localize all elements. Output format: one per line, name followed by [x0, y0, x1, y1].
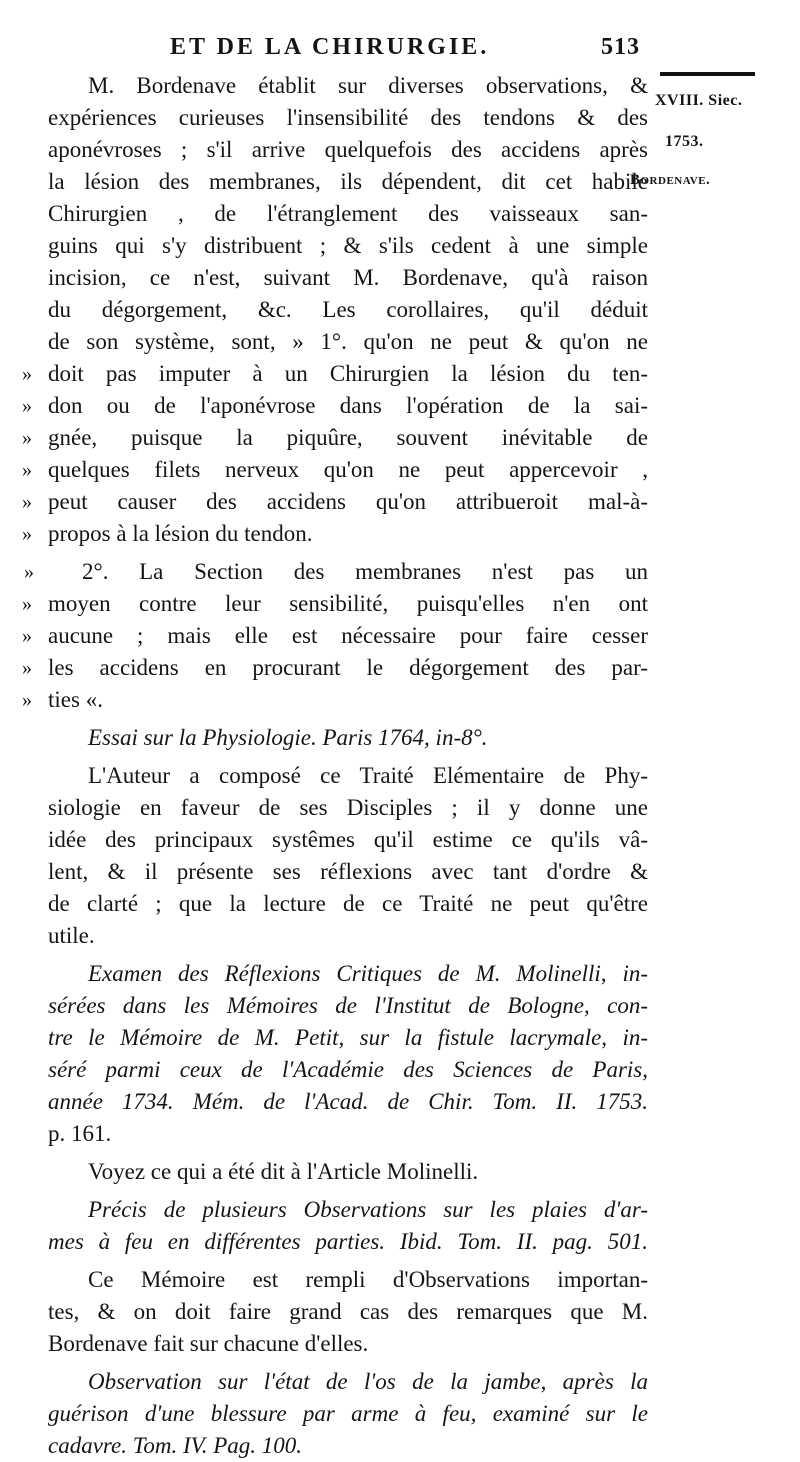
- text-line: [22, 358, 648, 390]
- page-header: [170, 34, 640, 61]
- margin-century: XVIII. Siec.: [655, 92, 743, 109]
- text-line: [22, 652, 648, 684]
- line-text: L'Auteur a composé ce Traité Elémentaire de Phy-: [88, 763, 648, 788]
- text-line: [48, 198, 648, 230]
- text-line: [48, 1398, 648, 1430]
- line-text: tes, & on doit faire grand cas des remarques que M.: [48, 1299, 648, 1324]
- text-line: [22, 486, 648, 518]
- text-line: [22, 588, 648, 620]
- line-text: ties «.: [48, 687, 103, 712]
- line-text: moyen contre leur sensibilité, puisqu'elles n'en ont: [48, 591, 648, 616]
- text-line: [48, 1118, 648, 1150]
- line-text: 2°. La Section des membranes n'est pas un: [82, 559, 648, 584]
- text-line: [48, 1194, 648, 1226]
- text-line: [48, 760, 648, 792]
- quote-mark: »: [22, 491, 32, 513]
- line-text: cadavre. Tom. IV. Pag. 100.: [48, 1433, 303, 1458]
- line-text: Ce Mémoire est rempli d'Observations importan-: [88, 1267, 648, 1292]
- text-line: [48, 958, 648, 990]
- body-text: [22, 70, 648, 1462]
- line-text: mes à feu en différentes parties. Ibid. Tom. II. pag. 501.: [48, 1229, 648, 1254]
- line-text: don ou de l'aponévrose dans l'opération de la sai-: [48, 393, 648, 418]
- text-line: [48, 70, 648, 102]
- text-line: [48, 792, 648, 824]
- line-text: utile.: [48, 923, 95, 948]
- quote-mark: »: [22, 459, 32, 481]
- line-text: du dégorgement, &c. Les corollaires, qu'il déduit: [48, 297, 648, 322]
- line-text: séré parmi ceux de l'Académie des Sciences de Paris,: [48, 1057, 648, 1082]
- line-text: guins qui s'y distribuent ; & s'ils cedent à une simple: [48, 233, 648, 258]
- line-text: tre le Mémoire de M. Petit, sur la fistule lacrymale, in-: [48, 1025, 648, 1050]
- line-text: aucune ; mais elle est nécessaire pour faire cesser: [48, 623, 648, 648]
- text-line: [22, 422, 648, 454]
- text-line: [48, 134, 648, 166]
- line-text: les accidens en procurant le dégorgement des par-: [48, 655, 648, 680]
- quote-mark: »: [22, 657, 32, 679]
- text-line: [22, 518, 648, 550]
- text-line: [48, 824, 648, 856]
- line-text: quelques filets nerveux qu'on ne peut appercevoir ,: [48, 457, 648, 482]
- text-line: [48, 1086, 648, 1118]
- text-line: [22, 454, 648, 486]
- margin-rule: [660, 72, 755, 76]
- line-text: Observation sur l'état de l'os de la jambe, après la: [88, 1369, 648, 1394]
- text-line: [48, 166, 648, 198]
- line-text: propos à la lésion du tendon.: [48, 521, 313, 546]
- quote-mark: »: [22, 689, 32, 711]
- line-text: de son système, sont, » 1°. qu'on ne peut & qu'on ne: [48, 329, 648, 354]
- text-line: [48, 1430, 648, 1462]
- text-line: [22, 390, 648, 422]
- text-line: [48, 888, 648, 920]
- line-text: Essai sur la Physiologie. Paris 1764, in-8°.: [88, 725, 488, 750]
- text-line: [24, 556, 648, 588]
- line-text: lent, & il présente ses réflexions avec tant d'ordre &: [48, 859, 648, 884]
- text-line: [48, 230, 648, 262]
- line-text: siologie en faveur de ses Disciples ; il y donne une: [48, 795, 648, 820]
- text-line: [48, 1264, 648, 1296]
- line-text: année 1734. Mém. de l'Acad. de Chir. Tom. II. 1753.: [48, 1089, 648, 1114]
- text-line: [22, 684, 648, 716]
- line-text: Chirurgien , de l'étranglement des vaisseaux san-: [48, 201, 648, 226]
- text-line: [48, 1022, 648, 1054]
- text-line: [48, 294, 648, 326]
- page-number: 513: [601, 34, 640, 60]
- line-text: peut causer des accidens qu'on attribueroit mal-à-: [48, 489, 648, 514]
- line-text: guérison d'une blessure par arme à feu, examiné sur le: [48, 1401, 648, 1426]
- line-text: Précis de plusieurs Observations sur les plaies d'ar-: [88, 1197, 648, 1222]
- text-line: [48, 262, 648, 294]
- text-line: [48, 1156, 648, 1188]
- line-text: expériences curieuses l'insensibilité des tendons & des: [48, 105, 648, 130]
- text-line: [48, 1054, 648, 1086]
- text-line: [22, 620, 648, 652]
- text-line: [48, 920, 648, 952]
- line-text: Voyez ce qui a été dit à l'Article Molinelli.: [88, 1159, 479, 1184]
- text-line: [48, 1226, 648, 1258]
- line-text: p. 161.: [48, 1121, 112, 1146]
- text-line: [48, 722, 648, 754]
- quote-mark: »: [22, 395, 32, 417]
- quote-mark: »: [22, 593, 32, 615]
- text-line: [48, 1328, 648, 1360]
- quote-mark: »: [22, 625, 32, 647]
- running-title: ET DE LA CHIRURGIE.: [170, 34, 490, 60]
- line-text: incision, ce n'est, suivant M. Bordenave, qu'à raison: [48, 265, 648, 290]
- text-line: [48, 326, 648, 358]
- margin-year: 1753.: [665, 133, 704, 150]
- line-text: doit pas imputer à un Chirurgien la lésion du ten-: [48, 361, 648, 386]
- line-text: la lésion des membranes, ils dépendent, dit cet habile: [48, 169, 648, 194]
- line-text: idée des principaux systêmes qu'il estime ce qu'ils vâ-: [48, 827, 648, 852]
- line-text: M. Bordenave établit sur diverses observations, &: [88, 73, 648, 98]
- text-line: [48, 856, 648, 888]
- line-text: Examen des Réflexions Critiques de M. Molinelli, in-: [88, 961, 648, 986]
- text-line: [48, 990, 648, 1022]
- line-text: aponévroses ; s'il arrive quelquefois des accidens après: [48, 137, 648, 162]
- line-text: Bordenave fait sur chacune d'elles.: [48, 1331, 369, 1356]
- margin-author-name: Bordenave.: [630, 172, 711, 188]
- quote-mark: »: [24, 561, 34, 583]
- line-text: gnée, puisque la piquûre, souvent inévitable de: [48, 425, 648, 450]
- quote-mark: »: [22, 427, 32, 449]
- text-line: [48, 1296, 648, 1328]
- line-text: sérées dans les Mémoires de l'Institut de Bologne, con-: [48, 993, 648, 1018]
- text-line: [48, 102, 648, 134]
- text-line: [48, 1366, 648, 1398]
- quote-mark: »: [22, 363, 32, 385]
- quote-mark: »: [22, 523, 32, 545]
- line-text: de clarté ; que la lecture de ce Traité ne peut qu'être: [48, 891, 648, 916]
